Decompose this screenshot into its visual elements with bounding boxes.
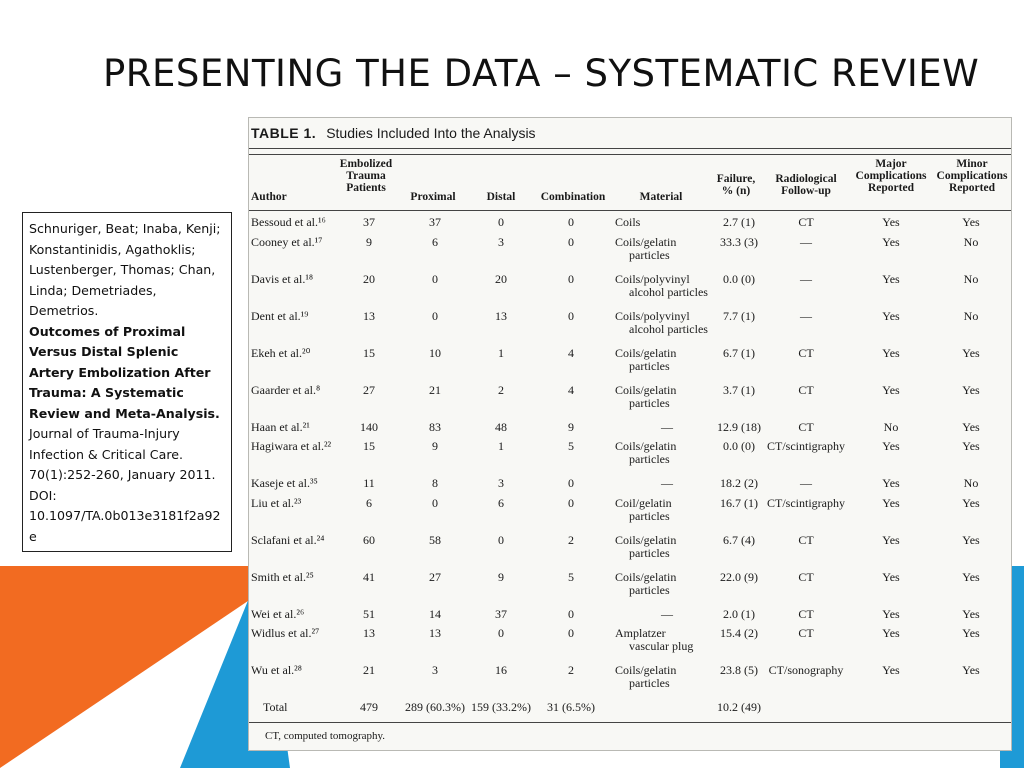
cell-proximal: 21 (429, 383, 441, 397)
cell-author: Haan et al.²¹ (251, 420, 310, 434)
cell-author: Bessoud et al.¹⁶ (251, 215, 326, 229)
cell-followup: CT (798, 215, 814, 229)
cell-minor: Yes (962, 346, 980, 360)
header-author: Author (251, 191, 287, 203)
cell-failure: 7.7 (1) (723, 309, 755, 323)
cell-distal: 1 (498, 439, 504, 453)
cell-followup: CT (798, 607, 814, 621)
cell-major: Yes (882, 626, 900, 640)
cell-author: Kaseje et al.³⁵ (251, 476, 318, 490)
cell-patients: 6 (366, 496, 372, 510)
cell-proximal: 14 (429, 607, 441, 621)
cell-proximal: 3 (432, 663, 438, 677)
cell-followup: CT (798, 383, 814, 397)
cell-material: Coils/gelatin particles (615, 663, 677, 690)
cell-failure: 33.3 (3) (720, 235, 758, 249)
cell-failure: 6.7 (4) (723, 533, 755, 547)
cell-major: Yes (882, 383, 900, 397)
cell-patients: 15 (363, 439, 375, 453)
cell-combination: 31 (6.5%) (547, 700, 595, 714)
cell-patients: 27 (363, 383, 375, 397)
cell-patients: 51 (363, 607, 375, 621)
cell-distal: 48 (495, 420, 507, 434)
cell-distal: 0 (498, 215, 504, 229)
cell-distal: 0 (498, 533, 504, 547)
cell-failure: 2.0 (1) (723, 607, 755, 621)
cell-minor: Yes (962, 533, 980, 547)
cell-followup: CT (798, 626, 814, 640)
header-material: Material (639, 191, 683, 203)
cell-distal: 3 (498, 235, 504, 249)
header-patients: Embolized Trauma Patients (339, 158, 393, 194)
header-followup: Radiological Follow-up (775, 173, 837, 197)
cell-combination: 0 (568, 309, 574, 323)
cell-author: Dent et al.¹⁹ (251, 309, 309, 323)
cell-proximal: 0 (432, 309, 438, 323)
cell-followup: — (800, 272, 812, 286)
table-number: TABLE 1. (251, 125, 317, 141)
cell-author: Total (263, 700, 288, 714)
cell-combination: 4 (568, 383, 574, 397)
cell-failure: 15.4 (2) (720, 626, 758, 640)
cell-author: Hagiwara et al.²² (251, 439, 332, 453)
table-top-rule-inner (249, 154, 1011, 155)
cell-combination: 0 (568, 626, 574, 640)
cell-failure: 22.0 (9) (720, 570, 758, 584)
table-footnote: CT, computed tomography. (265, 730, 386, 742)
cell-combination: 5 (568, 570, 574, 584)
cell-author: Davis et al.¹⁸ (251, 272, 314, 286)
cell-minor: Yes (962, 496, 980, 510)
cell-major: Yes (882, 235, 900, 249)
cell-major: No (883, 420, 899, 434)
cell-major: Yes (882, 309, 900, 323)
cell-author: Sclafani et al.²⁴ (251, 533, 325, 547)
cell-followup: CT/scintigraphy (767, 439, 845, 453)
cell-author: Wei et al.²⁶ (251, 607, 305, 621)
cell-material: Amplatzer vascular plug (615, 626, 694, 653)
cell-proximal: 10 (429, 346, 441, 360)
cell-major: Yes (882, 496, 900, 510)
citation-article-title: Outcomes of Proximal Versus Distal Splenic Artery Embolization After Trauma: A Systematic Review and Meta-Analysis. (29, 323, 220, 421)
cell-proximal: 9 (432, 439, 438, 453)
cell-minor: No (963, 309, 979, 323)
cell-material: Coils (615, 215, 641, 229)
cell-author: Widlus et al.²⁷ (251, 626, 320, 640)
cell-followup: CT/sonography (768, 663, 844, 677)
cell-failure: 23.8 (5) (720, 663, 758, 677)
cell-patients: 140 (360, 420, 378, 434)
cell-patients: 60 (363, 533, 375, 547)
cell-failure: 10.2 (49) (717, 700, 761, 714)
header-proximal: Proximal (410, 191, 456, 203)
cell-combination: 9 (568, 420, 574, 434)
cell-followup: — (800, 235, 812, 249)
cell-patients: 37 (363, 215, 375, 229)
cell-distal: 6 (498, 496, 504, 510)
cell-proximal: 6 (432, 235, 438, 249)
cell-material: Coils/gelatin particles (615, 570, 677, 597)
cell-material: Coils/gelatin particles (615, 439, 677, 466)
cell-patients: 13 (363, 626, 375, 640)
citation-source: Journal of Trauma-Injury Infection & Critical Care. 70(1):252-260, January 2011. (29, 426, 216, 482)
cell-proximal: 0 (432, 272, 438, 286)
cell-major: Yes (882, 439, 900, 453)
cell-distal: 0 (498, 626, 504, 640)
header-combination: Combination (540, 191, 606, 203)
cell-followup: CT (798, 420, 814, 434)
cell-minor: Yes (962, 215, 980, 229)
cell-material: Coils/gelatin particles (615, 533, 677, 560)
data-table (248, 117, 1012, 751)
table-bottom-rule (249, 722, 1011, 723)
cell-combination: 0 (568, 496, 574, 510)
header-major: Major Complications Reported (855, 158, 927, 194)
cell-combination: 2 (568, 533, 574, 547)
cell-proximal: 37 (429, 215, 441, 229)
cell-material: — (661, 420, 673, 434)
table-top-rule (249, 148, 1011, 149)
cell-patients: 9 (366, 235, 372, 249)
cell-material: — (661, 476, 673, 490)
cell-proximal: 58 (429, 533, 441, 547)
cell-minor: Yes (962, 383, 980, 397)
cell-material: Coils/polyvinyl alcohol particles (615, 272, 708, 299)
cell-patients: 20 (363, 272, 375, 286)
cell-distal: 159 (33.2%) (471, 700, 531, 714)
cell-major: Yes (882, 533, 900, 547)
cell-minor: Yes (962, 420, 980, 434)
cell-distal: 20 (495, 272, 507, 286)
cell-minor: No (963, 235, 979, 249)
cell-minor: Yes (962, 607, 980, 621)
cell-proximal: 27 (429, 570, 441, 584)
cell-distal: 3 (498, 476, 504, 490)
table-caption-text: Studies Included Into the Analysis (326, 125, 536, 141)
cell-combination: 2 (568, 663, 574, 677)
cell-failure: 2.7 (1) (723, 215, 755, 229)
cell-combination: 0 (568, 607, 574, 621)
cell-major: Yes (882, 607, 900, 621)
cell-author: Gaarder et al.⁸ (251, 383, 321, 397)
header-minor: Minor Complications Reported (936, 158, 1008, 194)
cell-proximal: 289 (60.3%) (405, 700, 465, 714)
cell-failure: 6.7 (1) (723, 346, 755, 360)
cell-distal: 37 (495, 607, 507, 621)
cell-major: Yes (882, 570, 900, 584)
cell-distal: 16 (495, 663, 507, 677)
table-header-rule (249, 210, 1011, 211)
cell-minor: Yes (962, 439, 980, 453)
table-caption (251, 125, 536, 143)
cell-failure: 0.0 (0) (723, 272, 755, 286)
cell-material: Coils/gelatin particles (615, 383, 677, 410)
cell-distal: 2 (498, 383, 504, 397)
cell-proximal: 0 (432, 496, 438, 510)
citation-box (22, 212, 232, 552)
cell-failure: 12.9 (18) (717, 420, 761, 434)
cell-combination: 5 (568, 439, 574, 453)
cell-material: — (661, 607, 673, 621)
cell-distal: 9 (498, 570, 504, 584)
cell-patients: 13 (363, 309, 375, 323)
cell-minor: Yes (962, 626, 980, 640)
cell-proximal: 8 (432, 476, 438, 490)
cell-failure: 18.2 (2) (720, 476, 758, 490)
cell-proximal: 83 (429, 420, 441, 434)
cell-major: Yes (882, 663, 900, 677)
cell-followup: CT (798, 533, 814, 547)
cell-failure: 3.7 (1) (723, 383, 755, 397)
citation-doi: 10.1097/TA.0b013e3181f2a92e (29, 508, 221, 544)
header-failure: Failure, % (n) (716, 173, 756, 197)
cell-patients: 21 (363, 663, 375, 677)
citation-authors: Schnuriger, Beat; Inaba, Kenji; Konstantinidis, Agathoklis; Lustenberger, Thomas; Chan, Linda; Demetriades, Demetrios. (29, 221, 221, 318)
cell-major: Yes (882, 272, 900, 286)
cell-minor: Yes (962, 570, 980, 584)
cell-major: Yes (882, 476, 900, 490)
cell-combination: 0 (568, 235, 574, 249)
cell-minor: No (963, 272, 979, 286)
cell-distal: 13 (495, 309, 507, 323)
cell-patients: 11 (363, 476, 375, 490)
cell-distal: 1 (498, 346, 504, 360)
cell-major: Yes (882, 215, 900, 229)
cell-minor: Yes (962, 663, 980, 677)
cell-combination: 0 (568, 476, 574, 490)
cell-patients: 41 (363, 570, 375, 584)
cell-failure: 0.0 (0) (723, 439, 755, 453)
cell-material: Coils/polyvinyl alcohol particles (615, 309, 708, 336)
cell-followup: CT (798, 346, 814, 360)
slide-title: PRESENTING THE DATA – SYSTEMATIC REVIEW (103, 52, 980, 95)
cell-material: Coil/gelatin particles (615, 496, 672, 523)
cell-author: Wu et al.²⁸ (251, 663, 302, 677)
cell-author: Ekeh et al.²⁰ (251, 346, 311, 360)
cell-author: Cooney et al.¹⁷ (251, 235, 323, 249)
cell-combination: 0 (568, 272, 574, 286)
cell-failure: 16.7 (1) (720, 496, 758, 510)
cell-combination: 0 (568, 215, 574, 229)
cell-followup: — (800, 476, 812, 490)
cell-patients: 479 (360, 700, 378, 714)
cell-material: Coils/gelatin particles (615, 346, 677, 373)
cell-followup: — (800, 309, 812, 323)
cell-author: Liu et al.²³ (251, 496, 302, 510)
cell-author: Smith et al.²⁵ (251, 570, 314, 584)
cell-followup: CT/scintigraphy (767, 496, 845, 510)
cell-proximal: 13 (429, 626, 441, 640)
cell-major: Yes (882, 346, 900, 360)
cell-combination: 4 (568, 346, 574, 360)
header-distal: Distal (486, 191, 516, 203)
cell-minor: No (963, 476, 979, 490)
cell-patients: 15 (363, 346, 375, 360)
cell-material: Coils/gelatin particles (615, 235, 677, 262)
cell-followup: CT (798, 570, 814, 584)
citation-doi-label: DOI: (29, 487, 57, 503)
